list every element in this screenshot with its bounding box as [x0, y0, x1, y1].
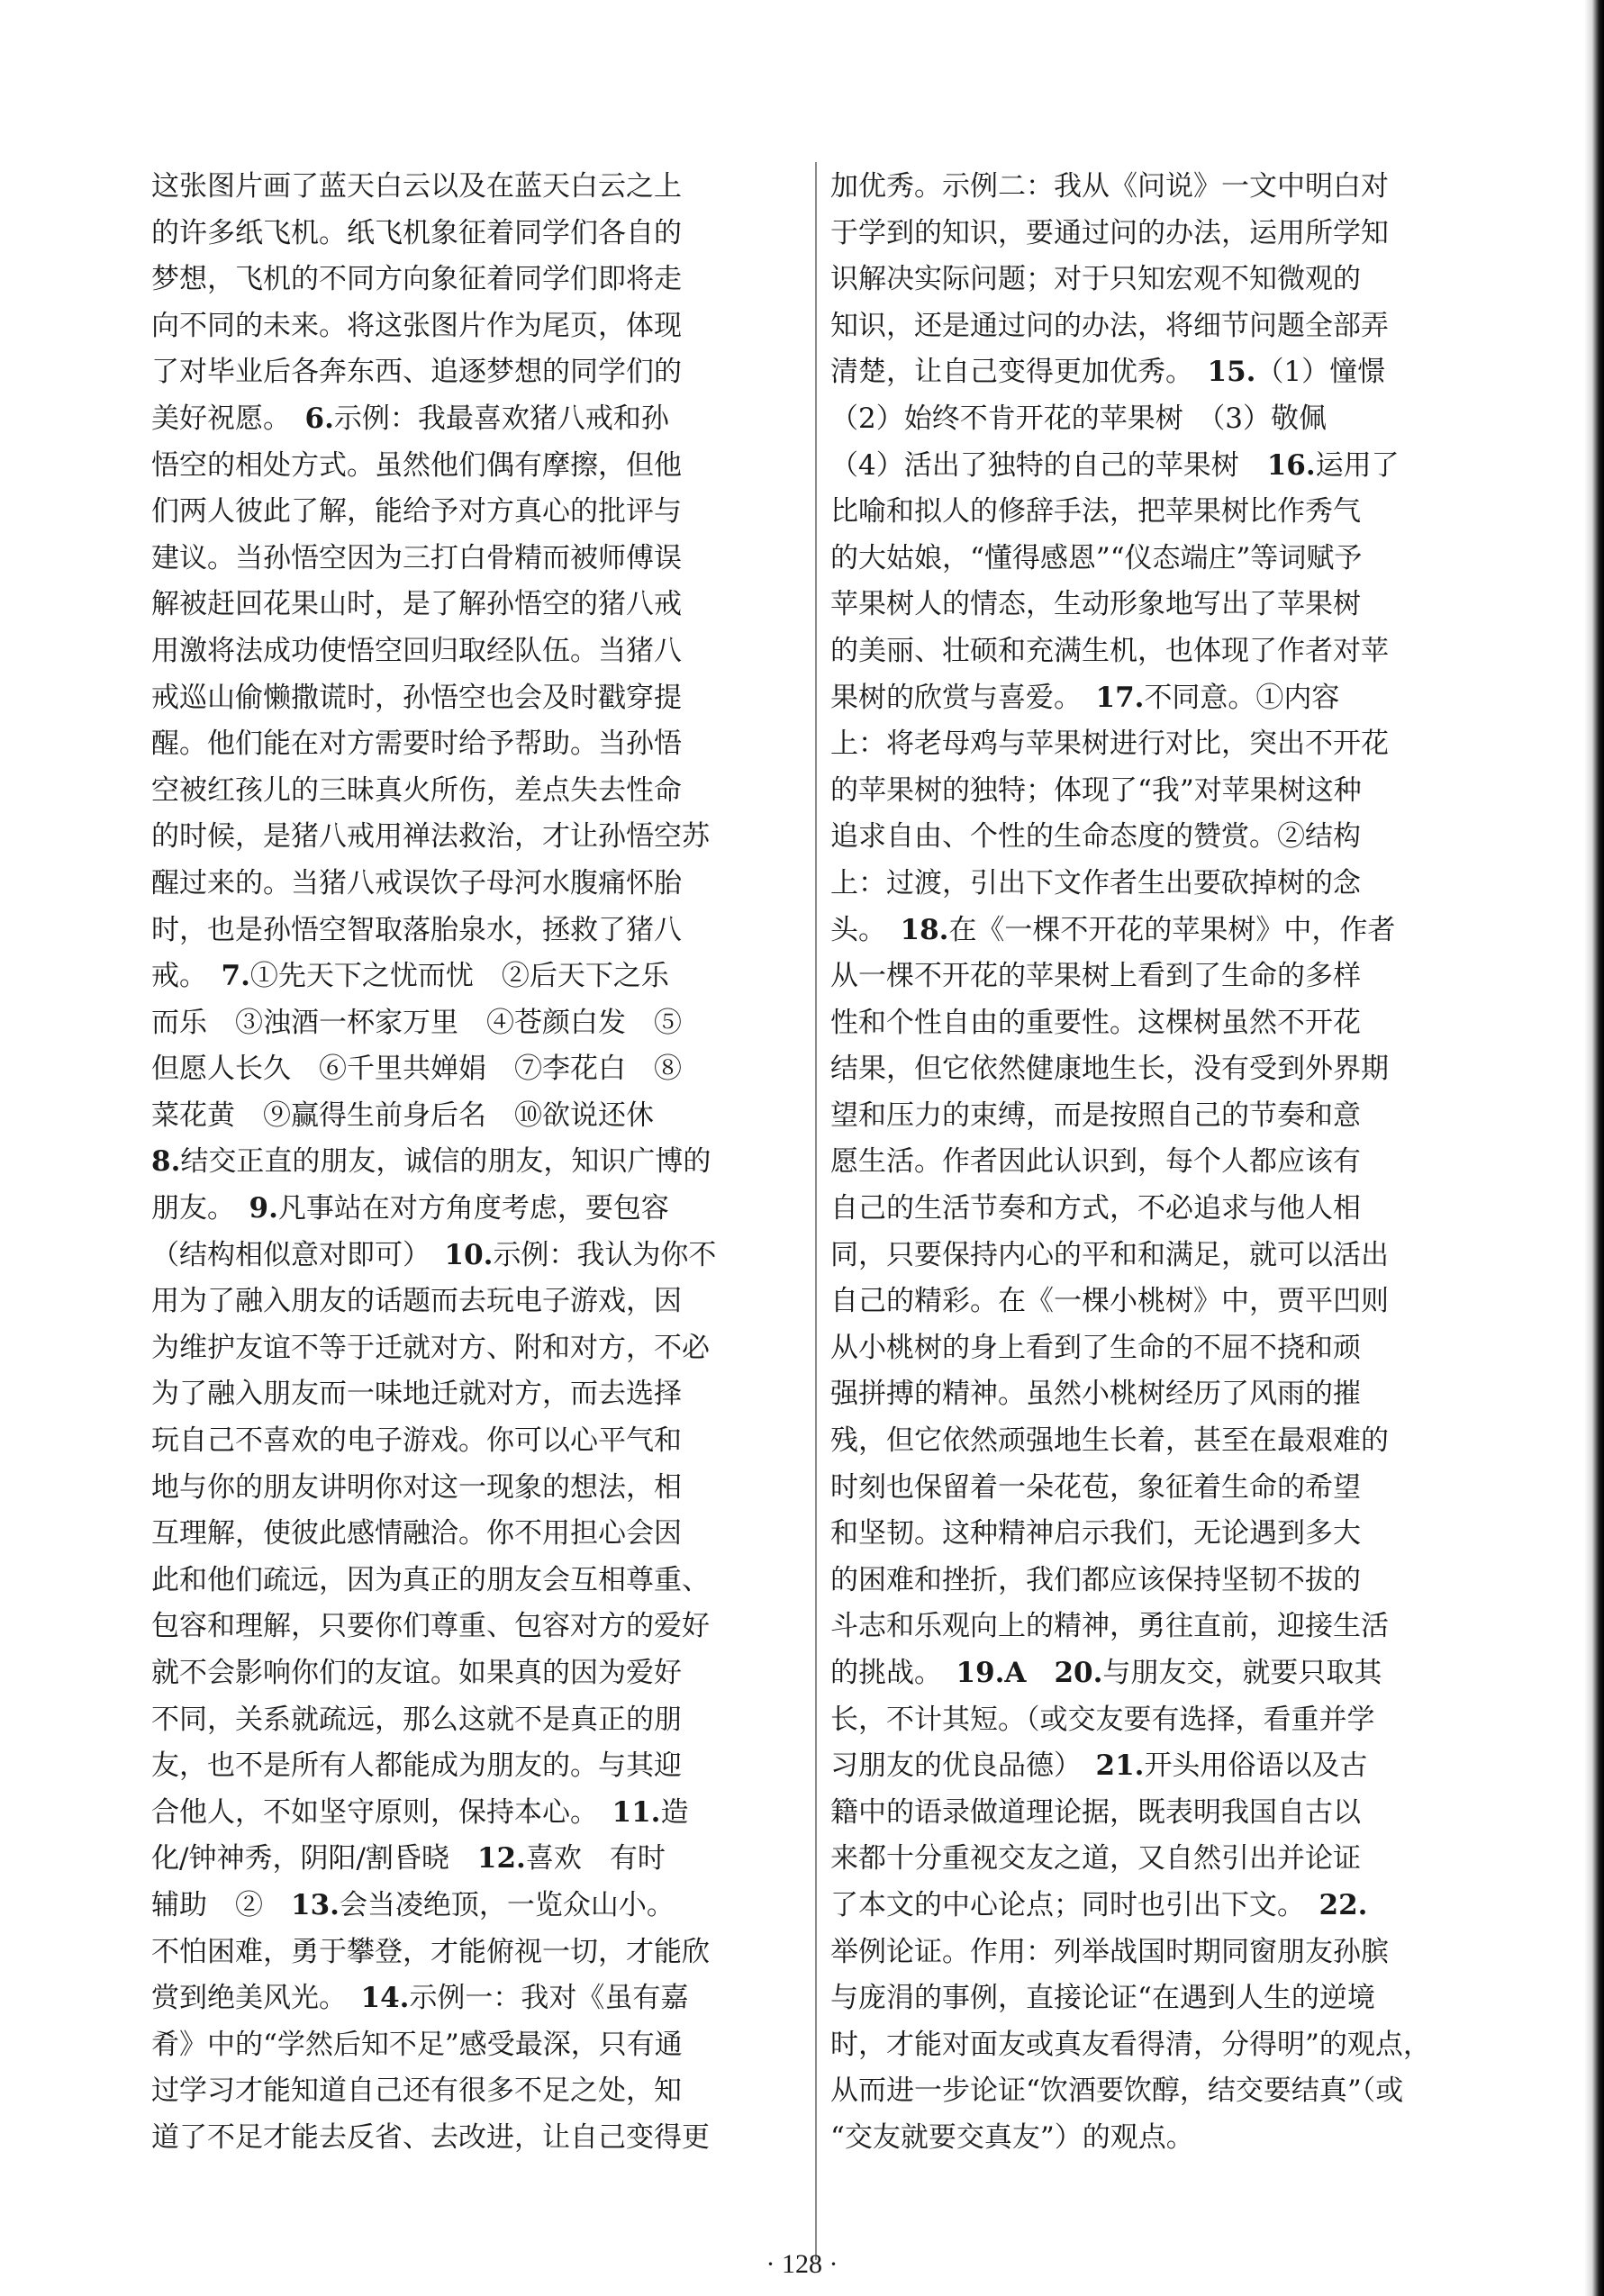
answer-text: 追求自由、个性的生命态度的赞赏。②结构: [830, 820, 1361, 854]
answer-text: 赏到绝美风光。: [151, 1982, 361, 2015]
answer-text: 包容和理解，只要你们尊重、包容对方的爱好: [151, 1610, 710, 1643]
text-line: [830, 721, 1492, 768]
text-line: [151, 489, 813, 536]
question-number: 9.: [249, 1192, 278, 1225]
text-line: [151, 814, 813, 861]
text-line: [830, 582, 1492, 628]
text-line: [830, 814, 1492, 861]
answer-text: [1026, 1657, 1054, 1689]
text-line: [830, 536, 1492, 583]
answer-text: 向不同的未来。将这张图片作为尾页，体现: [151, 309, 682, 342]
answer-text: 长，不计其短。（或交友要有选择，看重并学: [830, 1703, 1375, 1736]
text-line: [151, 1186, 813, 1233]
text-line: [151, 1046, 813, 1093]
text-line: [830, 628, 1492, 675]
question-number: 10.: [444, 1238, 494, 1271]
text-line: [830, 164, 1492, 211]
answer-text: 强拼搏的精神。虽然小桃树经历了风雨的摧: [830, 1378, 1361, 1411]
answer-text: 习朋友的优良品德）: [830, 1749, 1096, 1783]
text-line: [151, 1743, 813, 1790]
text-line: [830, 1836, 1492, 1883]
answer-text: 结果，但它依然健康地生长，没有受到外界期: [830, 1053, 1389, 1086]
text-line: [830, 2115, 1492, 2162]
text-line: [830, 257, 1492, 303]
answer-text: 的困难和挫折，我们都应该保持坚韧不拔的: [830, 1563, 1361, 1596]
text-line: [151, 1325, 813, 1372]
answer-text: 的美丽、壮硕和充满生机，也体现了作者对苹: [830, 634, 1389, 667]
answer-text: 望和压力的束缚，而是按照自己的节奏和意: [830, 1098, 1361, 1132]
answer-text: 菜花黄 ⑨赢得生前身后名 ⑩欲说还休: [151, 1098, 654, 1132]
text-line: [830, 1883, 1492, 1930]
answer-text: 了本文的中心论点；同时也引出下文。: [830, 1888, 1319, 1921]
text-line: [830, 1697, 1492, 1744]
answer-text: 这张图片画了蓝天白云以及在蓝天白云之上: [151, 170, 682, 203]
answer-text: 悟空的相处方式。虽然他们偶有摩擦，但他: [151, 448, 682, 482]
answer-text: 斗志和乐观向上的精神，勇往直前，迎接生活: [830, 1610, 1389, 1643]
text-line: [151, 1790, 813, 1837]
answer-text: 愿生活。作者因此认识到，每个人都应该有: [830, 1145, 1361, 1179]
answer-text: 苹果树人的情态，生动形象地写出了苹果树: [830, 588, 1361, 621]
answer-text: 不同意。①内容: [1144, 681, 1340, 714]
answer-text: 用为了融入朋友的话题而去玩电子游戏，因: [151, 1285, 682, 1318]
answer-text: 加优秀。示例二：我从《问说》一文中明白对: [830, 170, 1389, 203]
text-line: [830, 2022, 1492, 2069]
text-line: [151, 1604, 813, 1650]
text-line: [830, 1233, 1492, 1279]
answer-text: 示例一：我对《虽有嘉: [409, 1982, 689, 2015]
text-line: [830, 1000, 1492, 1047]
answer-text: ①先天下之忧而忧 ②后天下之乐: [249, 960, 669, 993]
text-line: [151, 2068, 813, 2115]
text-line: [830, 768, 1492, 815]
text-line: [151, 1279, 813, 1325]
answer-text: 合他人，不如坚守原则，保持本心。: [151, 1795, 612, 1829]
answer-text: 来都十分重视交友之道，又自然引出并论证: [830, 1842, 1361, 1876]
text-line: [830, 489, 1492, 536]
question-number: 11.: [612, 1795, 661, 1829]
text-line: [151, 443, 813, 490]
text-line: [830, 1465, 1492, 1512]
answer-column-left: [151, 164, 813, 2162]
answer-text: 时，才能对面友或真友看得清，分得明”的观点，: [830, 2028, 1431, 2061]
answer-text: 从一棵不开花的苹果树上看到了生命的多样: [830, 960, 1361, 993]
answer-text: 从小桃树的身上看到了生命的不屈不挠和顽: [830, 1331, 1361, 1364]
text-line: [830, 1604, 1492, 1650]
answer-text: 的挑战。: [830, 1657, 956, 1689]
answer-text: 醒。他们能在对方需要时给予帮助。当孙悟: [151, 728, 682, 761]
answer-text: 示例：我最喜欢猪八戒和孙: [333, 402, 669, 435]
text-line: [830, 1743, 1492, 1790]
answer-text: 此和他们疏远，因为真正的朋友会互相尊重、: [151, 1563, 710, 1596]
answer-text: 过学习才能知道自己还有很多不足之处，知: [151, 2075, 682, 2108]
question-number: 15.: [1207, 356, 1256, 389]
answer-text: 化/钟神秀，阴阳/割昏晓: [151, 1842, 477, 1876]
text-line: [151, 1000, 813, 1047]
answer-text: 建议。当孙悟空因为三打白骨精而被师傅误: [151, 541, 682, 574]
text-line: [151, 2115, 813, 2162]
text-line: [151, 1465, 813, 1512]
text-line: [151, 768, 813, 815]
question-number: 22.: [1319, 1888, 1368, 1921]
question-number: 21.: [1095, 1749, 1145, 1783]
text-line: [151, 861, 813, 908]
text-line: [830, 396, 1492, 443]
text-line: [151, 628, 813, 675]
answer-text: 于学到的知识，要通过问的办法，运用所学知: [830, 216, 1389, 249]
text-line: [830, 303, 1492, 350]
question-number: 8.: [151, 1145, 181, 1179]
answer-text: 会当凌绝顶，一览众山小。: [339, 1888, 675, 1921]
answer-text: 自己的精彩。在《一棵小桃树》中，贾平凹则: [830, 1285, 1389, 1318]
question-number: 17.: [1095, 681, 1145, 714]
answer-text: 和坚韧。这种精神启示我们，无论遇到多大: [830, 1517, 1361, 1550]
text-line: [830, 1558, 1492, 1604]
text-line: [151, 1883, 813, 1930]
text-line: [151, 2022, 813, 2069]
answer-text: 示例：我认为你不: [493, 1238, 717, 1271]
answer-text: 籍中的语录做道理论据，既表明我国自古以: [830, 1795, 1361, 1829]
text-line: [151, 1511, 813, 1558]
text-line: [830, 1371, 1492, 1418]
text-line: [830, 675, 1492, 722]
text-line: [830, 1930, 1492, 1976]
question-number: 6.: [304, 402, 334, 435]
answer-text: 残，但它依然顽强地生长着，甚至在最艰难的: [830, 1424, 1389, 1458]
answer-text: 美好祝愿。: [151, 402, 305, 435]
text-line: [830, 1790, 1492, 1837]
text-line: [830, 1279, 1492, 1325]
answer-text: 不怕困难，勇于攀登，才能俯视一切，才能欣: [151, 1935, 710, 1968]
answer-text: 地与你的朋友讲明你对这一现象的想法，相: [151, 1470, 682, 1504]
answer-text: 上：过渡，引出下文作者生出要砍掉树的念: [830, 866, 1361, 899]
text-line: [830, 1139, 1492, 1186]
text-line: [151, 954, 813, 1000]
answer-text: 不同，关系就疏远，那么这就不是真正的朋: [151, 1703, 682, 1736]
text-line: [151, 582, 813, 628]
text-line: [830, 1418, 1492, 1465]
answer-text: 比喻和拟人的修辞手法，把苹果树比作秀气: [830, 495, 1361, 529]
answer-text: 解被赶回花果山时，是了解孙悟空的猪八戒: [151, 588, 682, 621]
answer-text: 为维护友谊不等于迁就对方、附和对方，不必: [151, 1331, 710, 1364]
answer-text: 的时候，是猪八戒用禅法救治，才让孙悟空苏: [151, 820, 710, 854]
text-line: [830, 1046, 1492, 1093]
text-line: [151, 1371, 813, 1418]
text-line: [151, 396, 813, 443]
question-number: 18.: [900, 913, 949, 946]
text-line: [830, 861, 1492, 908]
answer-text: 为了融入朋友而一味地迁就对方，而去选择: [151, 1378, 682, 1411]
answer-text: 的许多纸飞机。纸飞机象征着同学们各自的: [151, 216, 682, 249]
answer-text: 在《一棵不开花的苹果树》中，作者: [948, 913, 1396, 946]
answer-text: 果树的欣赏与喜爱。: [830, 681, 1096, 714]
text-line: [151, 536, 813, 583]
answer-text: 朋友。: [151, 1192, 249, 1225]
question-number: 16.: [1266, 448, 1316, 482]
text-line: [151, 1233, 813, 1279]
answer-text: 梦想，飞机的不同方向象征着同学们即将走: [151, 263, 682, 296]
answer-text: 从而进一步论证“饮酒要饮醇，结交要结真”（或: [830, 2075, 1404, 2108]
answer-text: 辅助 ②: [151, 1888, 291, 1921]
text-line: [151, 908, 813, 954]
question-number: 7.: [221, 960, 250, 993]
text-line: [151, 303, 813, 350]
text-line: [151, 211, 813, 258]
question-number: 14.: [360, 1982, 410, 2015]
text-line: [151, 257, 813, 303]
answer-text: 举例论证。作用：列举战国时期同窗朋友孙膑: [830, 1935, 1389, 1968]
text-line: [151, 1930, 813, 1976]
answer-text: （1）憧憬: [1255, 356, 1386, 389]
answer-text: 同，只要保持内心的平和和满足，就可以活出: [830, 1238, 1389, 1271]
answer-text: 肴》中的“学然后知不足”感受最深，只有通: [151, 2028, 683, 2061]
text-line: [151, 1697, 813, 1744]
answer-text: 们两人彼此了解，能给予对方真心的批评与: [151, 495, 682, 529]
answer-text: 造: [660, 1795, 689, 1829]
text-line: [151, 675, 813, 722]
text-line: [830, 1325, 1492, 1372]
answer-text: 头。: [830, 913, 901, 946]
answer-text: 友，也不是所有人都能成为朋友的。与其迎: [151, 1749, 682, 1783]
answer-text: 与庞涓的事例，直接论证“在遇到人生的逆境: [830, 1982, 1375, 2015]
text-line: [830, 1511, 1492, 1558]
answer-text: 运用了: [1315, 448, 1400, 482]
text-line: [830, 349, 1492, 396]
answer-text: 时刻也保留着一朵花苞，象征着生命的希望: [830, 1470, 1361, 1504]
answer-text: 自己的生活节奏和方式，不必追求与他人相: [830, 1192, 1361, 1225]
question-number: 12.: [476, 1842, 526, 1876]
answer-text: 喜欢 有时: [525, 1842, 666, 1876]
answer-text: 而乐 ③浊酒一杯家万里 ④苍颜白发 ⑤: [151, 1006, 682, 1039]
answer-text: 与朋友交，就要只取其: [1102, 1657, 1382, 1689]
text-line: [151, 1650, 813, 1697]
text-line: [830, 954, 1492, 1000]
page-number: · 128 ·: [766, 2249, 838, 2279]
text-line: [830, 443, 1492, 490]
text-line: [151, 1418, 813, 1465]
question-number: 19.A: [956, 1657, 1027, 1689]
answer-text: 互理解，使彼此感情融洽。你不用担心会因: [151, 1517, 682, 1550]
text-line: [830, 211, 1492, 258]
answer-text: 醒过来的。当猪八戒误饮子母河水腹痛怀胎: [151, 866, 682, 899]
answer-text: 用激将法成功使悟空回归取经队伍。当猪八: [151, 634, 682, 667]
answer-text: 时，也是孙悟空智取落胎泉水，拯救了猪八: [151, 913, 682, 946]
answer-text: 结交正直的朋友，诚信的朋友，知识广博的: [180, 1145, 711, 1179]
answer-column-right: [830, 164, 1492, 2162]
answer-text: 戒。: [151, 960, 222, 993]
answer-text: （2）始终不肯开花的苹果树 （3）敬佩: [830, 402, 1327, 435]
answer-text: 了对毕业后各奔东西、追逐梦想的同学们的: [151, 356, 682, 389]
answer-text: 开头用俗语以及古: [1144, 1749, 1368, 1783]
answer-text: 清楚，让自己变得更加优秀。: [830, 356, 1208, 389]
text-line: [830, 1650, 1492, 1697]
answer-text: （4）活出了独特的自己的苹果树: [830, 448, 1267, 482]
text-line: [151, 1139, 813, 1186]
answer-text: 知识，还是通过问的办法，将细节问题全部弄: [830, 309, 1389, 342]
answer-text: 但愿人长久 ⑥千里共婵娟 ⑦李花白 ⑧: [151, 1053, 682, 1086]
answer-text: 就不会影响你们的友谊。如果真的因为爱好: [151, 1657, 682, 1689]
answer-text: （结构相似意对即可）: [151, 1238, 445, 1271]
answer-text: 凡事站在对方角度考虑，要包容: [277, 1192, 669, 1225]
answer-text: 玩自己不喜欢的电子游戏。你可以心平气和: [151, 1424, 682, 1458]
page-binding-edge: [1584, 0, 1604, 2296]
answer-text: 道了不足才能去反省、去改进，让自己变得更: [151, 2120, 710, 2154]
answer-text: 空被红孩儿的三昧真火所伤，差点失去性命: [151, 773, 682, 807]
text-line: [151, 1558, 813, 1604]
text-line: [830, 2068, 1492, 2115]
text-line: [151, 1093, 813, 1140]
answer-text: 上：将老母鸡与苹果树进行对比，突出不开花: [830, 728, 1389, 761]
text-line: [830, 1975, 1492, 2022]
text-line: [830, 908, 1492, 954]
answer-text: 的苹果树的独特；体现了“我”对苹果树这种: [830, 773, 1362, 807]
answer-text: 的大姑娘，“懂得感恩”“仪态端庄”等词赋予: [830, 541, 1363, 574]
question-number: 13.: [291, 1888, 340, 1921]
column-divider: [815, 162, 817, 2260]
text-line: [830, 1093, 1492, 1140]
answer-text: 识解决实际问题；对于只知宏观不知微观的: [830, 263, 1361, 296]
text-line: [151, 164, 813, 211]
answer-text: 戒巡山偷懒撒谎时，孙悟空也会及时戳穿提: [151, 681, 682, 714]
question-number: 20.: [1054, 1657, 1103, 1689]
text-line: [830, 1186, 1492, 1233]
text-line: [151, 349, 813, 396]
answer-text: “交友就要交真友”）的观点。: [830, 2120, 1194, 2154]
text-line: [151, 1975, 813, 2022]
text-line: [151, 1836, 813, 1883]
text-line: [151, 721, 813, 768]
answer-text: 性和个性自由的重要性。这棵树虽然不开花: [830, 1006, 1361, 1039]
